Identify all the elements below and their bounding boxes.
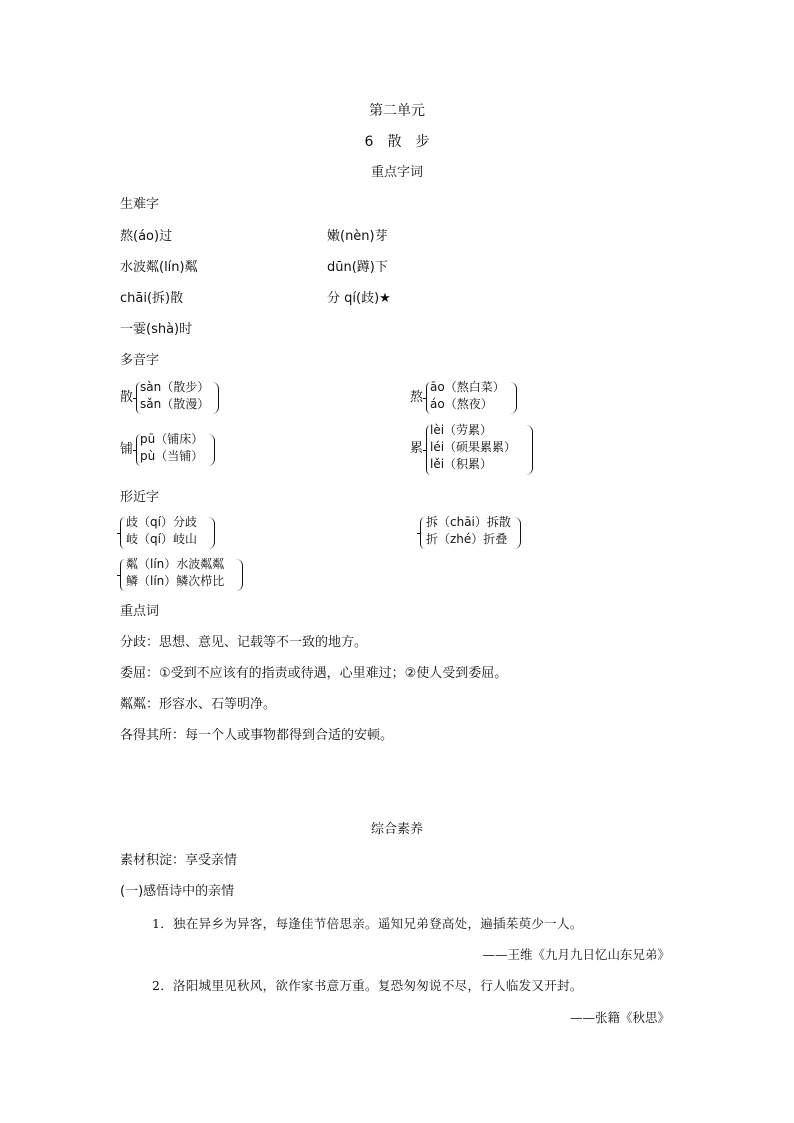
- similar-char-item: 歧（qí）分歧: [126, 515, 197, 529]
- right-brace: [208, 434, 215, 466]
- reading-item: lèi（劳累）: [430, 423, 493, 437]
- difficult-char-item: 一霎(shà)时: [120, 322, 193, 337]
- polyphonic-char: 铺: [120, 442, 134, 457]
- similar-char-group: [420, 515, 530, 551]
- poem-line: 2．洛阳城里见秋风，欲作家书意万重。复恐匆匆说不尽，行人临发又开封。: [152, 978, 583, 993]
- difficult-char-item: 分 qí(歧)★: [327, 291, 391, 306]
- right-brace: [212, 382, 219, 414]
- polyphonic-group: [410, 380, 530, 416]
- section-title-key-words: 重点字词: [370, 165, 423, 180]
- similar-char-item: 折（zhé）折叠: [426, 532, 508, 546]
- reading-item: léi（硕果累累）: [430, 440, 517, 454]
- difficult-char-item: chāi(拆)散: [120, 291, 184, 306]
- reading-item: sàn（散步）: [140, 380, 210, 394]
- key-word-definition: 委屈：①受到不应该有的指责或待遇，心里难过；②使人受到委屈。: [120, 666, 508, 681]
- polyphonic-group: [120, 380, 230, 416]
- key-word-definition: 分歧：思想、意见、记载等不一致的地方。: [120, 635, 368, 650]
- heading-similar-chars: 形近字: [120, 490, 160, 505]
- similar-char-item: 粼（lín）水波粼粼: [126, 557, 225, 571]
- polyphonic-char: 累: [410, 441, 424, 456]
- right-brace: [510, 382, 517, 414]
- heading-key-words: 重点词: [120, 604, 160, 619]
- polyphonic-char: 散: [120, 390, 134, 405]
- similar-char-group: [120, 515, 230, 551]
- reading-item: pù（当铺）: [140, 449, 204, 463]
- polyphonic-group: [410, 423, 540, 477]
- subheading-material: 素材积淀：享受亲情: [120, 853, 238, 868]
- unit-title: 第二单元: [369, 103, 425, 119]
- reading-item: sǎn（散漫）: [140, 397, 210, 411]
- right-brace: [514, 517, 521, 549]
- difficult-char-item: 水波粼(lín)粼: [120, 260, 198, 275]
- polyphonic-group: [120, 432, 230, 468]
- similar-char-item: 岐（qí）岐山: [126, 532, 197, 546]
- heading-difficult-chars: 生难字: [120, 197, 160, 212]
- subheading-poems: (一)感悟诗中的亲情: [120, 884, 235, 899]
- reading-item: lěi（积累）: [430, 457, 493, 471]
- difficult-char-item: 嫩(nèn)芽: [327, 229, 388, 244]
- polyphonic-char: 熬: [410, 390, 424, 405]
- key-word-definition: 粼粼：形容水、石等明净。: [120, 697, 277, 712]
- similar-char-item: 鳞（lín）鳞次栉比: [126, 574, 225, 588]
- poem-source: ——张籍《秋思》: [569, 1010, 670, 1025]
- right-brace: [236, 559, 243, 591]
- lesson-title: 6 散 步: [364, 134, 430, 150]
- difficult-char-item: 熬(áo)过: [120, 229, 173, 244]
- right-brace: [208, 517, 215, 549]
- reading-item: āo（熬白菜）: [430, 380, 505, 394]
- section-title-comprehensive: 综合素养: [370, 822, 423, 837]
- poem-line: 1．独在异乡为异客，每逢佳节倍思亲。遥知兄弟登高处，遍插茱萸少一人。: [152, 916, 583, 931]
- right-brace: [526, 425, 533, 475]
- similar-char-group: [120, 557, 250, 593]
- key-word-definition: 各得其所：每一个人或事物都得到合适的安顿。: [120, 728, 394, 743]
- heading-polyphonic-chars: 多音字: [120, 353, 160, 368]
- reading-item: áo（熬夜）: [430, 397, 493, 411]
- difficult-char-item: dūn(蹲)下: [327, 260, 388, 275]
- poem-source: ——王维《九月九日忆山东兄弟》: [482, 947, 670, 962]
- reading-item: pū（铺床）: [140, 432, 204, 446]
- similar-char-item: 拆（chāi）拆散: [426, 515, 511, 529]
